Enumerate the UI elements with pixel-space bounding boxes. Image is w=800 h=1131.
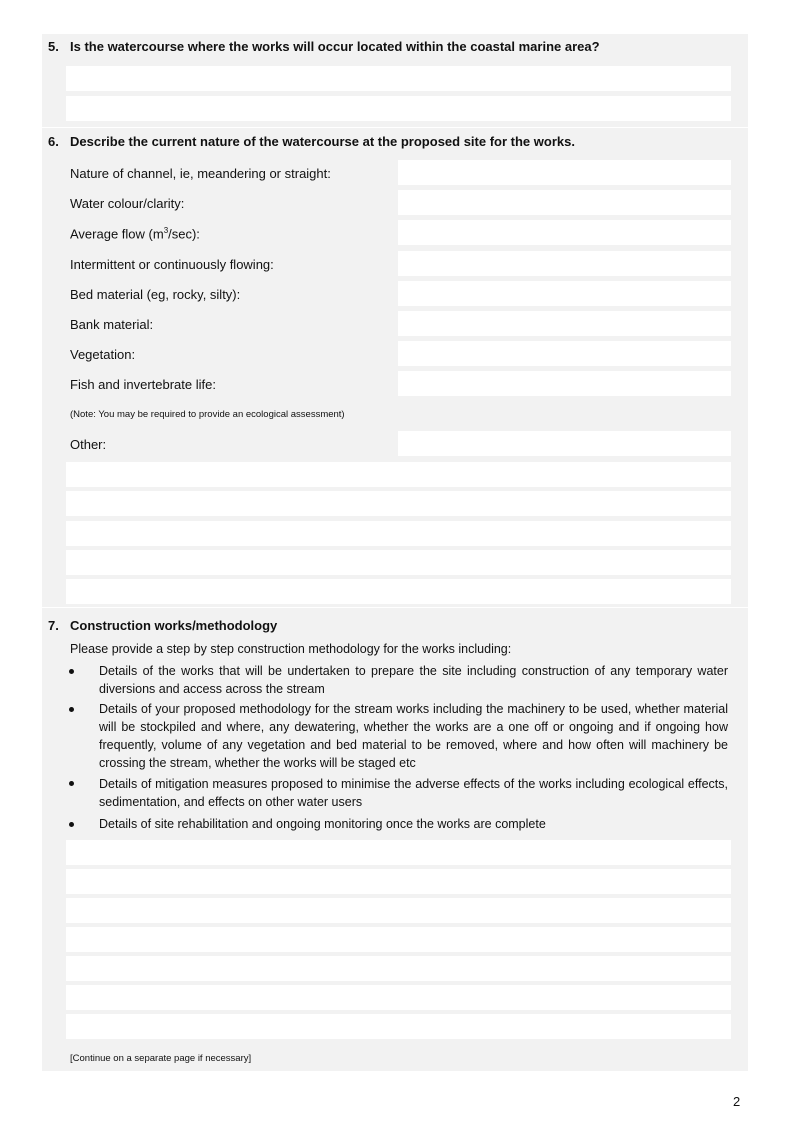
average-flow-field[interactable] (398, 220, 731, 245)
other-field[interactable] (398, 431, 731, 456)
q5-answer-line-2[interactable] (66, 96, 731, 121)
other-answer-line-4[interactable] (66, 550, 731, 575)
flow-type-field[interactable] (398, 251, 731, 276)
bank-material-label: Bank material: (70, 317, 154, 332)
question-5-number: 5. (48, 39, 59, 54)
methodology-answer-line-4[interactable] (66, 927, 731, 952)
other-answer-line-1[interactable] (66, 462, 731, 487)
q5-answer-line-1[interactable] (66, 66, 731, 91)
bed-material-label: Bed material (eg, rocky, silty): (70, 287, 241, 302)
nature-of-channel-label: Nature of channel, ie, meandering or straight: (70, 166, 331, 181)
bullet-icon (69, 707, 74, 712)
question-6-text: Describe the current nature of the watercourse at the proposed site for the works. (70, 134, 575, 149)
cubic-superscript: 3 (163, 226, 169, 235)
methodology-bullet-3: Details of mitigation measures proposed to minimise the adverse effects of the works including ecological effects, sedimentation, and effects on other water users (99, 777, 728, 809)
methodology-bullet-2: Details of your proposed methodology for the stream works including the machinery to be used, whether material will be stockpiled and where, any dewatering, whether the works are a one off or ongoing and if ongoing how frequently, volume of any vegetation and bed material to be removed, where and how often will machinery be crossing the stream, whether the works will be staged etc (99, 702, 728, 770)
methodology-bullet-4: Details of site rehabilitation and ongoing monitoring once the works are complete (99, 817, 546, 831)
methodology-answer-line-1[interactable] (66, 840, 731, 865)
methodology-answer-line-5[interactable] (66, 956, 731, 981)
question-5-text: Is the watercourse where the works will occur located within the coastal marine area? (70, 39, 600, 54)
fish-invertebrate-field[interactable] (398, 371, 731, 396)
nature-of-channel-field[interactable] (398, 160, 731, 185)
average-flow-label-main: Average flow (m (70, 226, 164, 242)
water-colour-label: Water colour/clarity: (70, 196, 185, 211)
methodology-answer-line-7[interactable] (66, 1014, 731, 1039)
other-answer-line-2[interactable] (66, 491, 731, 516)
bank-material-field[interactable] (398, 311, 731, 336)
other-answer-line-3[interactable] (66, 521, 731, 546)
methodology-answer-line-2[interactable] (66, 869, 731, 894)
bullet-icon (69, 822, 74, 827)
bullet-icon (69, 669, 74, 674)
question-7-text: Construction works/methodology (70, 618, 278, 633)
flow-type-label: Intermittent or continuously flowing: (70, 257, 274, 272)
page-number: 2 (733, 1094, 741, 1109)
average-flow-label (70, 226, 200, 241)
methodology-answer-line-6[interactable] (66, 985, 731, 1010)
average-flow-label-unit: /sec): (168, 226, 200, 242)
continue-note: [Continue on a separate page if necessary] (70, 1053, 252, 1064)
vegetation-field[interactable] (398, 341, 731, 366)
other-answer-line-5[interactable] (66, 579, 731, 604)
vegetation-label: Vegetation: (70, 347, 136, 362)
bullet-icon (69, 781, 74, 786)
methodology-intro: Please provide a step by step construction methodology for the works including: (70, 642, 512, 656)
question-7-number: 7. (48, 618, 59, 633)
methodology-bullet-1: Details of the works that will be undertaken to prepare the site including construction of any temporary water diversions and access across the stream (99, 664, 728, 696)
other-label: Other: (70, 437, 107, 452)
water-colour-field[interactable] (398, 190, 731, 215)
methodology-answer-line-3[interactable] (66, 898, 731, 923)
question-6-number: 6. (48, 134, 59, 149)
fish-invertebrate-label: Fish and invertebrate life: (70, 377, 216, 392)
bed-material-field[interactable] (398, 281, 731, 306)
ecological-assessment-note: (Note: You may be required to provide an ecological assessment) (70, 409, 345, 420)
